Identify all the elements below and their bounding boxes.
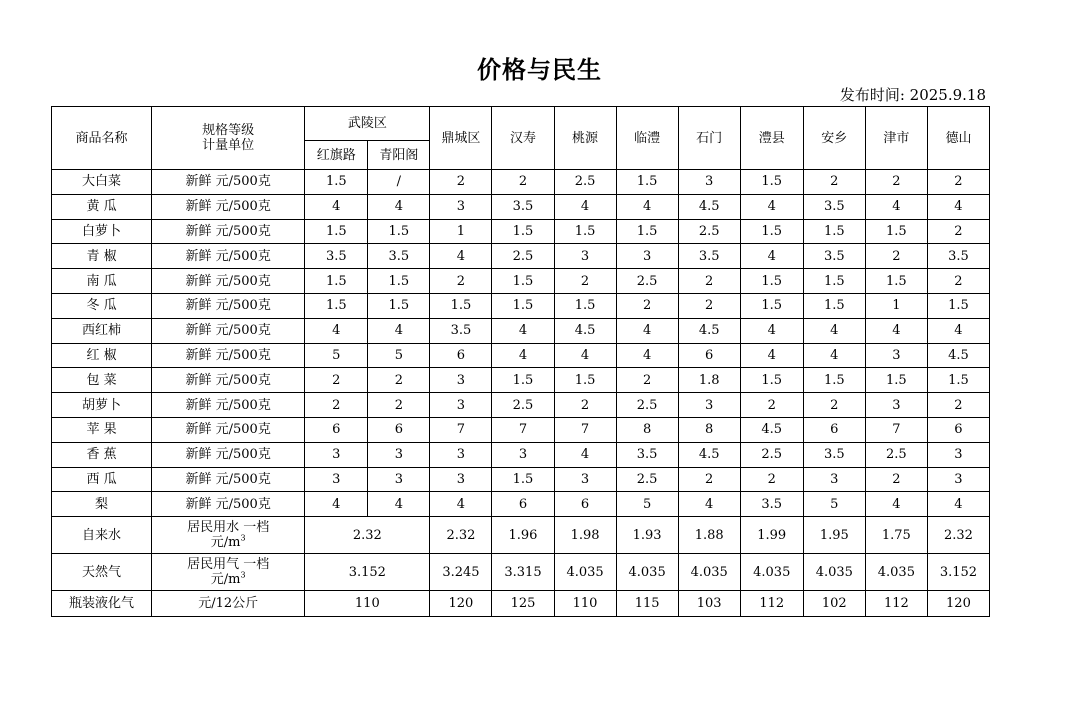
- price-cell: 4: [305, 194, 368, 219]
- product-spec: 新鲜 元/500克: [152, 293, 305, 318]
- price-cell: 4: [865, 194, 927, 219]
- price-cell: 4: [803, 343, 865, 368]
- price-cell: 3.5: [368, 244, 430, 269]
- price-cell: 2.5: [616, 467, 678, 492]
- product-name: 冬 瓜: [52, 293, 152, 318]
- table-row: [52, 393, 990, 418]
- price-cell: 1: [865, 293, 927, 318]
- product-name: 青 椒: [52, 244, 152, 269]
- price-cell: 3: [554, 467, 616, 492]
- table-row: [52, 467, 990, 492]
- document-title: 价格与民生: [477, 56, 602, 84]
- price-cell: 4: [616, 343, 678, 368]
- product-spec: 新鲜 元/500克: [152, 492, 305, 517]
- price-cell: 3: [368, 442, 430, 467]
- product-spec: 新鲜 元/500克: [152, 219, 305, 244]
- table-row: [52, 417, 990, 442]
- utility-spec-line2: [152, 572, 304, 587]
- price-cell: 4.035: [865, 554, 927, 591]
- price-cell: 1.5: [305, 219, 368, 244]
- table-row: [52, 368, 990, 393]
- price-cell: /: [368, 170, 430, 195]
- price-cell: 2: [740, 393, 803, 418]
- price-cell: 3: [368, 467, 430, 492]
- price-cell: 2.5: [616, 269, 678, 294]
- header-sub-qingyangge: 青阳阁: [368, 141, 430, 170]
- price-cell: 3: [554, 244, 616, 269]
- price-cell: 1.5: [740, 170, 803, 195]
- price-cell: 6: [305, 417, 368, 442]
- price-cell: 4: [927, 492, 989, 517]
- product-spec: 新鲜 元/500克: [152, 343, 305, 368]
- product-name: 香 蕉: [52, 442, 152, 467]
- price-cell: 125: [492, 591, 554, 617]
- price-cell: 4: [430, 492, 492, 517]
- utility-row: [52, 591, 990, 617]
- price-cell: 2: [430, 269, 492, 294]
- price-cell: 4.035: [740, 554, 803, 591]
- price-cell: 2.32: [430, 517, 492, 554]
- price-cell: 1.5: [554, 219, 616, 244]
- price-cell: 4: [616, 318, 678, 343]
- table-row: [52, 343, 990, 368]
- price-cell: 115: [616, 591, 678, 617]
- price-cell: 6: [430, 343, 492, 368]
- header-product: 商品名称: [52, 107, 152, 170]
- price-cell: 2: [803, 393, 865, 418]
- price-cell: 1: [430, 219, 492, 244]
- utility-spec: [152, 517, 305, 554]
- price-cell: 2: [865, 170, 927, 195]
- price-cell: 3: [803, 467, 865, 492]
- price-cell: 2: [305, 393, 368, 418]
- price-cell: 112: [865, 591, 927, 617]
- price-cell: 3: [678, 393, 740, 418]
- product-spec: 新鲜 元/500克: [152, 393, 305, 418]
- price-cell: 2: [616, 293, 678, 318]
- table-row: [52, 442, 990, 467]
- price-cell: 2: [803, 170, 865, 195]
- price-cell: 3: [492, 442, 554, 467]
- wuling-merged-price: 2.32: [305, 517, 430, 554]
- price-cell: 120: [927, 591, 989, 617]
- price-cell: 103: [678, 591, 740, 617]
- price-cell: 4: [554, 194, 616, 219]
- price-cell: 2: [368, 368, 430, 393]
- product-name: 苹 果: [52, 417, 152, 442]
- product-spec: 新鲜 元/500克: [152, 244, 305, 269]
- price-cell: 2.5: [492, 244, 554, 269]
- utility-spec-line1: 元/12公斤: [198, 596, 259, 612]
- price-cell: 3.245: [430, 554, 492, 591]
- price-cell: 2: [305, 368, 368, 393]
- table-row: [52, 194, 990, 219]
- price-cell: 2: [865, 467, 927, 492]
- price-cell: 3.5: [803, 442, 865, 467]
- price-cell: 1.95: [803, 517, 865, 554]
- price-cell: 3.5: [305, 244, 368, 269]
- price-cell: 3.5: [616, 442, 678, 467]
- price-cell: 5: [616, 492, 678, 517]
- price-cell: 1.5: [616, 170, 678, 195]
- price-cell: 4.5: [740, 417, 803, 442]
- price-table: [51, 106, 990, 617]
- price-cell: 1.5: [305, 170, 368, 195]
- price-cell: 4: [927, 318, 989, 343]
- price-cell: 4.5: [678, 442, 740, 467]
- price-cell: 4: [740, 343, 803, 368]
- price-cell: 5: [368, 343, 430, 368]
- price-cell: 1.5: [492, 293, 554, 318]
- price-cell: 4: [865, 492, 927, 517]
- price-cell: 4: [803, 318, 865, 343]
- utility-name: 自来水: [52, 517, 152, 554]
- utility-spec: [152, 554, 305, 591]
- price-cell: 3: [927, 467, 989, 492]
- price-cell: 2.5: [554, 170, 616, 195]
- price-cell: 8: [678, 417, 740, 442]
- header-spec-line1: 规格等级: [202, 123, 255, 138]
- product-name: 梨: [52, 492, 152, 517]
- price-cell: 1.5: [368, 293, 430, 318]
- price-cell: 7: [430, 417, 492, 442]
- price-cell: 4: [368, 492, 430, 517]
- price-cell: 1.5: [616, 219, 678, 244]
- utility-spec: [152, 591, 305, 617]
- price-cell: 3: [678, 170, 740, 195]
- price-cell: 4: [678, 492, 740, 517]
- header-region: 安乡: [803, 107, 865, 170]
- price-cell: 2.5: [492, 393, 554, 418]
- price-cell: 4: [740, 194, 803, 219]
- price-cell: 4: [492, 318, 554, 343]
- price-cell: 3: [430, 194, 492, 219]
- price-cell: 2.32: [927, 517, 989, 554]
- price-cell: 4.035: [616, 554, 678, 591]
- price-cell: 4: [927, 194, 989, 219]
- product-spec: 新鲜 元/500克: [152, 368, 305, 393]
- price-cell: 4: [740, 244, 803, 269]
- price-cell: 1.5: [803, 219, 865, 244]
- price-cell: 5: [803, 492, 865, 517]
- utility-name: 天然气: [52, 554, 152, 591]
- price-cell: 1.5: [492, 269, 554, 294]
- price-cell: 4: [368, 318, 430, 343]
- price-cell: 3: [430, 467, 492, 492]
- price-cell: 3: [616, 244, 678, 269]
- price-cell: 3: [305, 467, 368, 492]
- price-cell: 6: [803, 417, 865, 442]
- price-cell: 1.5: [492, 219, 554, 244]
- table-row: [52, 244, 990, 269]
- price-cell: 7: [554, 417, 616, 442]
- price-cell: 1.93: [616, 517, 678, 554]
- price-cell: 1.98: [554, 517, 616, 554]
- price-cell: 6: [492, 492, 554, 517]
- price-cell: 112: [740, 591, 803, 617]
- price-cell: 3: [430, 442, 492, 467]
- price-cell: 4.035: [554, 554, 616, 591]
- price-cell: 4.5: [678, 318, 740, 343]
- publish-date: 发布时间: 2025.9.18: [839, 86, 986, 104]
- table-row: [52, 293, 990, 318]
- price-cell: 3: [865, 393, 927, 418]
- price-cell: 2: [927, 269, 989, 294]
- price-cell: 1.5: [740, 219, 803, 244]
- price-cell: 1.96: [492, 517, 554, 554]
- price-cell: 4: [554, 442, 616, 467]
- price-cell: 2: [927, 219, 989, 244]
- header-spec-line2: 计量单位: [202, 138, 255, 153]
- product-name: 包 菜: [52, 368, 152, 393]
- price-cell: 2.5: [678, 219, 740, 244]
- price-cell: 2: [678, 269, 740, 294]
- product-spec: 新鲜 元/500克: [152, 194, 305, 219]
- price-cell: 2: [554, 269, 616, 294]
- price-cell: 3.315: [492, 554, 554, 591]
- price-cell: 2: [678, 293, 740, 318]
- price-cell: 1.5: [927, 368, 989, 393]
- price-cell: 4.5: [927, 343, 989, 368]
- price-cell: 120: [430, 591, 492, 617]
- price-cell: 3.5: [492, 194, 554, 219]
- price-cell: 1.5: [740, 368, 803, 393]
- utility-unit-exponent: 3: [240, 570, 246, 580]
- price-cell: 4: [740, 318, 803, 343]
- price-cell: 3: [865, 343, 927, 368]
- price-cell: 1.75: [865, 517, 927, 554]
- price-cell: 4: [865, 318, 927, 343]
- price-cell: 4: [554, 343, 616, 368]
- product-spec: 新鲜 元/500克: [152, 467, 305, 492]
- price-cell: 3.5: [740, 492, 803, 517]
- price-cell: 3: [305, 442, 368, 467]
- utility-unit-exponent: 3: [240, 533, 246, 543]
- product-spec: 新鲜 元/500克: [152, 417, 305, 442]
- header-region: 石门: [678, 107, 740, 170]
- table-row: [52, 318, 990, 343]
- header-region: 鼎城区: [430, 107, 492, 170]
- price-cell: 3.152: [927, 554, 989, 591]
- price-cell: 4.5: [554, 318, 616, 343]
- product-name: 胡萝卜: [52, 393, 152, 418]
- utility-unit: 元/m: [210, 535, 241, 551]
- price-cell: 4: [492, 343, 554, 368]
- price-cell: 1.5: [865, 219, 927, 244]
- utility-unit: 元/m: [210, 572, 241, 588]
- utility-spec-line1: 居民用水 一档: [187, 520, 270, 536]
- product-name: 西 瓜: [52, 467, 152, 492]
- header-region: 德山: [927, 107, 989, 170]
- price-cell: 4: [305, 492, 368, 517]
- price-cell: 3.5: [430, 318, 492, 343]
- price-cell: 4: [305, 318, 368, 343]
- price-cell: 2: [927, 393, 989, 418]
- price-cell: 1.5: [803, 293, 865, 318]
- header-region: 澧县: [740, 107, 803, 170]
- price-cell: 2: [430, 170, 492, 195]
- price-cell: 1.5: [740, 293, 803, 318]
- price-cell: 1.5: [554, 293, 616, 318]
- price-cell: 1.5: [554, 368, 616, 393]
- product-name: 红 椒: [52, 343, 152, 368]
- price-cell: 4.035: [803, 554, 865, 591]
- price-cell: 7: [492, 417, 554, 442]
- header-region: 临澧: [616, 107, 678, 170]
- price-cell: 1.5: [305, 293, 368, 318]
- price-cell: 2.5: [740, 442, 803, 467]
- price-cell: 1.5: [492, 467, 554, 492]
- price-cell: 6: [678, 343, 740, 368]
- price-cell: 2: [927, 170, 989, 195]
- product-spec: 新鲜 元/500克: [152, 442, 305, 467]
- price-cell: 2.5: [616, 393, 678, 418]
- price-cell: 3: [430, 393, 492, 418]
- table-row: [52, 269, 990, 294]
- price-cell: 3: [927, 442, 989, 467]
- price-cell: 3.5: [803, 194, 865, 219]
- price-cell: 2: [492, 170, 554, 195]
- price-cell: 6: [554, 492, 616, 517]
- price-cell: 4.5: [678, 194, 740, 219]
- price-cell: 3.5: [927, 244, 989, 269]
- product-name: 南 瓜: [52, 269, 152, 294]
- table-row: [52, 219, 990, 244]
- price-cell: 1.5: [927, 293, 989, 318]
- price-cell: 2: [865, 244, 927, 269]
- price-cell: 1.8: [678, 368, 740, 393]
- price-cell: 3.5: [803, 244, 865, 269]
- header-district-group: 武陵区: [305, 107, 430, 141]
- price-cell: 102: [803, 591, 865, 617]
- price-cell: 2: [368, 393, 430, 418]
- price-cell: 1.5: [368, 269, 430, 294]
- price-cell: 2: [740, 467, 803, 492]
- price-cell: 1.5: [803, 269, 865, 294]
- price-cell: 2.5: [865, 442, 927, 467]
- product-spec: 新鲜 元/500克: [152, 170, 305, 195]
- price-cell: 110: [554, 591, 616, 617]
- utility-spec-line1: 居民用气 一档: [187, 557, 270, 573]
- price-cell: 4.035: [678, 554, 740, 591]
- header-region: 津市: [865, 107, 927, 170]
- price-cell: 1.5: [740, 269, 803, 294]
- price-cell: 1.5: [305, 269, 368, 294]
- table-row: [52, 170, 990, 195]
- price-cell: 2: [678, 467, 740, 492]
- product-spec: 新鲜 元/500克: [152, 269, 305, 294]
- price-cell: 8: [616, 417, 678, 442]
- product-spec: 新鲜 元/500克: [152, 318, 305, 343]
- wuling-merged-price: 3.152: [305, 554, 430, 591]
- utility-name: 瓶装液化气: [52, 591, 152, 617]
- price-cell: 1.5: [430, 293, 492, 318]
- table-row: [52, 492, 990, 517]
- price-cell: 1.5: [803, 368, 865, 393]
- utility-spec-line2: [152, 535, 304, 550]
- header-row-1: [52, 107, 990, 141]
- product-name: 白萝卜: [52, 219, 152, 244]
- price-cell: 1.5: [865, 368, 927, 393]
- price-cell: 6: [368, 417, 430, 442]
- price-cell: 6: [927, 417, 989, 442]
- product-name: 西红柿: [52, 318, 152, 343]
- price-cell: 1.5: [492, 368, 554, 393]
- product-name: 大白菜: [52, 170, 152, 195]
- price-cell: 1.5: [368, 219, 430, 244]
- product-name: 黄 瓜: [52, 194, 152, 219]
- utility-row: [52, 517, 990, 554]
- price-cell: 1.99: [740, 517, 803, 554]
- header-spec: [152, 107, 305, 170]
- price-cell: 3.5: [678, 244, 740, 269]
- header-region: 桃源: [554, 107, 616, 170]
- price-cell: 4: [368, 194, 430, 219]
- price-cell: 5: [305, 343, 368, 368]
- wuling-merged-price: 110: [305, 591, 430, 617]
- price-cell: 3: [430, 368, 492, 393]
- price-cell: 1.88: [678, 517, 740, 554]
- price-cell: 2: [616, 368, 678, 393]
- price-cell: 1.5: [865, 269, 927, 294]
- price-cell: 4: [616, 194, 678, 219]
- price-cell: 4: [430, 244, 492, 269]
- utility-row: [52, 554, 990, 591]
- header-sub-hongqilu: 红旗路: [305, 141, 368, 170]
- price-cell: 7: [865, 417, 927, 442]
- price-cell: 2: [554, 393, 616, 418]
- header-region: 汉寿: [492, 107, 554, 170]
